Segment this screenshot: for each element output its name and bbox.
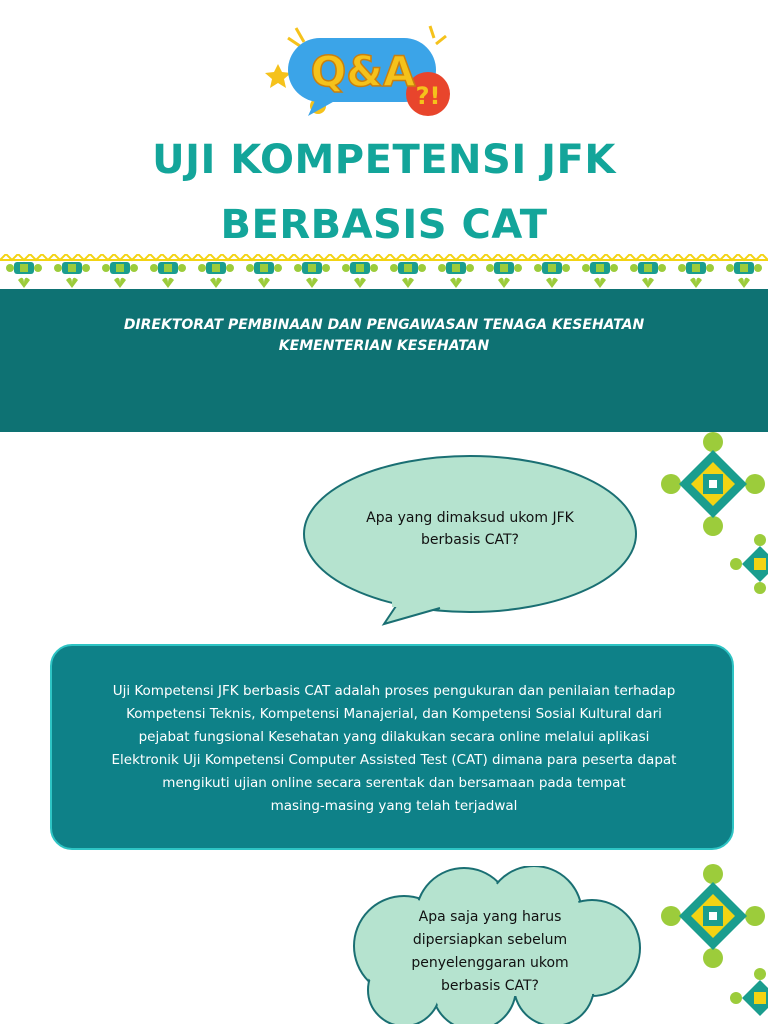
institution-band [0,289,768,432]
question2-line4: berbasis CAT? [441,978,539,994]
answer1-line3: pejabat fungsional Kesehatan yang dilakukan secara online melalui aplikasi [138,729,650,745]
ornament-border-strip [0,254,768,290]
band-line2: KEMENTERIAN KESEHATAN [278,338,490,354]
question1-line2: berbasis CAT? [421,532,519,548]
page-title-line2: BERBASIS CAT [220,202,548,248]
question2-line3: penyelenggaran ukom [411,955,569,971]
answer1-line5: mengikuti ujian online secara serentak dan bersamaan pada tempat [162,775,626,791]
page-title-line1: UJI KOMPETENSI JFK [152,137,616,183]
question1-line1: Apa yang dimaksud ukom JFK [366,510,574,526]
answer1-line6: masing-masing yang telah terjadwal [270,798,518,814]
batik-flower-ornament-icon [655,852,768,1024]
qa-logo-icon [258,8,458,120]
logo-text: Q&A [310,47,416,96]
answer1-line4: Elektronik Uji Kompetensi Computer Assisted Test (CAT) dimana para peserta dapat [111,752,677,768]
question2-line2: dipersiapkan sebelum [412,932,568,948]
question2-line1: Apa saja yang harus [418,909,562,925]
band-line1: DIREKTORAT PEMBINAAN DAN PENGAWASAN TENAGA KESEHATAN [123,317,645,333]
answer1-box [50,644,734,850]
logo-symbol: ?! [415,82,441,110]
batik-flower-ornament-icon [655,432,768,622]
answer1-line2: Kompetensi Teknis, Kompetensi Manajerial, dan Kompetensi Sosial Kultural dari [126,706,662,722]
answer1-line1: Uji Kompetensi JFK berbasis CAT adalah proses pengukuran dan penilaian terhadap [112,683,676,699]
